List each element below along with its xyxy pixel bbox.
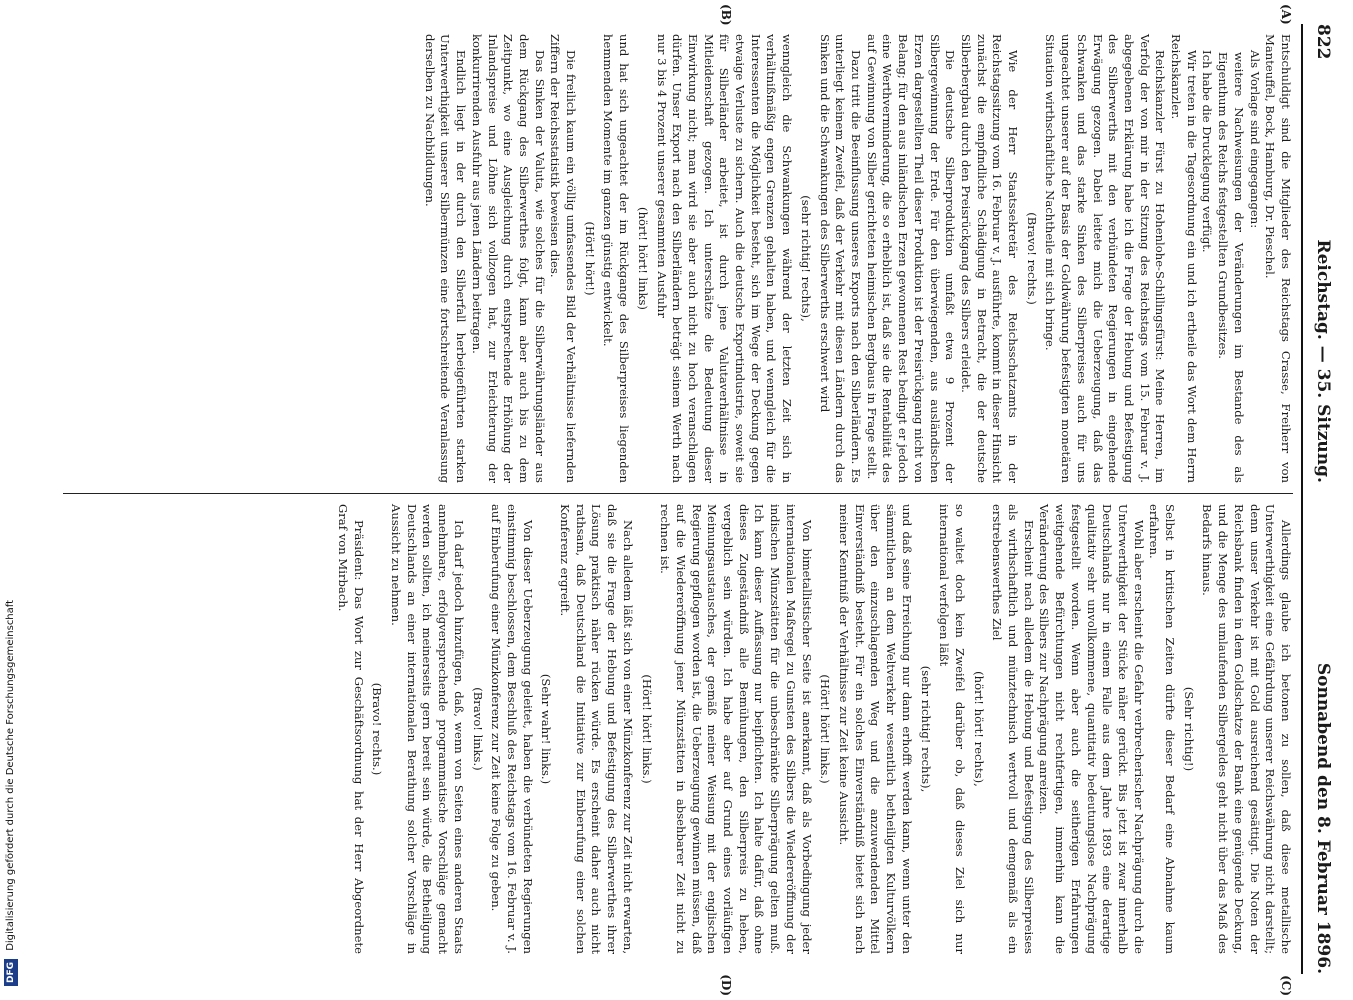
digitization-credit [0, 0, 22, 1000]
paragraph: Nach alledem läßt sich von einer Münzkonferenz zur Zeit nicht erwarten, daß sie die Frage der Hebung und Befestigung des Silberwerthes ihrer Lösung praktisch näher rücken würde. Es erscheint daher auch nicht rathsam, daß Deutschland die Initiative zur Einberufung einer solchen Konferenz ergreift. [558, 504, 635, 954]
interjection: (Bravo! rechts.) [1024, 212, 1039, 305]
interjection: (hört! hört! rechts), [971, 671, 986, 787]
margin-marker-b: (B) [719, 4, 733, 26]
paragraph: Von bimetallistischer Seite ist anerkannt, daß als Vorbedingung jeder internationalen Maßregel zu Gunsten des Silbers die Wiedereröffnung der indischen Münzstätten für die unbeschränkte Silberprägung gelten muß. Ich kann dieser Auffassung nur beipflichten. Ich halte dafür, daß ohne dieses Zugeständniß alle Bemühungen, den Silberpreis zu heben, vergeblich sein würden. Ich habe aber auf Grund eines vorläufigen Meinungsaustausches, der gemäß meiner Weisung mit der englischen Regierung gepflogen worden ist, die Ueberzeugung gewinnen müssen, daß auf die Wiedereröffnung jener Münzstätten in absehbarer Zeit nicht zu rechnen ist. [658, 504, 814, 954]
paragraph: Das Sinken der Valuta, wie solches für die Silberwährungsländer aus dem Rückgang des Silberwerthes folgt, kann aber auch bis zu dem Zeitpunkt, wo eine Ausgleichung durch entsprechende Erhöhung der Inlandspreise und Löhne sich vollzogen hat, zur Erleichterung der konkurrirenden Ausfuhr aus jenen Ländern beitragen. [469, 34, 547, 483]
interjection: (Bravo! rechts.) [370, 682, 385, 776]
paragraph: Selbst in kritischen Zeiten dürfte dieser Bedarf eine Abnahme kaum erfahren. [1147, 504, 1178, 954]
page-date: Sonnabend den 8. Februar 1896. [1313, 662, 1333, 974]
page-content [43, 4, 1333, 996]
page-header [1301, 24, 1333, 974]
left-column [63, 24, 1293, 494]
right-column [63, 494, 1293, 964]
paragraph: Die freilich kaum ein völlig umfassendes Bild der Verhältnisse liefernden Ziffern der Reichsstatistik beweisen dies. [548, 34, 579, 483]
text-columns [63, 4, 1293, 996]
paragraph: Ich darf jedoch hinzufügen, daß, wenn von Seiten eines anderen Staats annehmbare, erfolgversprechende programmatische Vorschläge gemacht werden sollten, ich meinerseits gern bereit sein würde, die Betheiligung Deutschlands an einer internationalen Berathung solcher Vorschläge in Aussicht zu nehmen. [389, 504, 466, 954]
interjection: (hört! hört! links) [635, 207, 650, 310]
margin-marker-c: (C) [1279, 975, 1293, 996]
interjection: (Hört! hört! links.) [818, 674, 833, 784]
interjection: (sehr richtig! rechts), [918, 665, 933, 793]
paragraph: Von dieser Ueberzeugung geleitet, haben die verbündeten Regierungen einstimmig beschlossen, dem Beschluß des Reichstags vom 16. Februar v. J. auf Einberufung einer Münzkonferenz zur Zeit keine Folge zu geben. [489, 504, 535, 954]
page-number: 822 [1313, 24, 1333, 60]
paragraph: Erscheint nach alledem die Hebung und Befestigung des Silberpreises als wirthschaftlich und münztechnisch wertvoll und demgemäß als ein erstrebenswerthes Ziel [990, 504, 1036, 954]
margin-marker-a: (A) [1279, 4, 1293, 25]
interjection: (Bravo! links.) [470, 687, 485, 771]
interjection: (sehr richtig! rechts), [798, 195, 813, 322]
interjection: (Sehr richtig!) [1181, 686, 1196, 772]
paragraph: Entschuldigt sind die Mitglieder des Reichstags Crasse, Freiherr von Manteuffel, Bock, Hamburg, Dr. Pieschel. [1263, 34, 1293, 483]
paragraph: Als Vorlage sind eingegangen: [1247, 50, 1262, 229]
paragraph: Die deutsche Silberproduktion umfaßt etwa 9 Prozent der Silbergewinnung der Erde. Für den überwiegenden, aus ausländischen Erzen dargestellten Theil dieser Produktion ist der Preisrückgang nicht von Belang; für den aus inländischen Erzen gewonnenen Rest bedingt er jedoch eine Werthverminderung, die so erheblich ist, daß sie die Rentabilität des auf Gewinnung von Silber gerichteten heimischen Bergbaus in Frage stellt. [864, 34, 958, 483]
paragraph: Dazu tritt die Beeinflussung unseres Exports nach den Silberländern. Es unterliegt keinem Zweifel, daß der Verkehr mit diesen Ländern durch das Sinken und die Schwankungen des Silberwerths erschwert wird [817, 34, 864, 483]
interjection: (Sehr wahr! links.) [539, 673, 554, 785]
paragraph: Reichskanzler Fürst zu Hohenlohe-Schillingsfürst: Meine Herren, im Verfolg der von mir in der Sitzung des Reichstags vom 15. Februar v. J. abgegebenen Erklärung habe ich die Frage der Hebung und Befestigung des Silberwerths mit den verbündeten Regierungen in eingehende Erwägung gezogen. Dabei leitete mich die Ueberzeugung, daß das Schwanken und das starke Sinken des Silberpreises auch für uns ungeachtet unserer auf der Basis der Goldwährung befestigten monetären Situation wirthschaftliche Nachtheile mit sich bringe. [1043, 34, 1168, 483]
paragraph: Wohl aber erscheint die Gefahr verbrecherischer Nachprägung durch die Unterwerthigkeit der Stücke näher gerückt. Bis jetzt ist zwar innerhalb Deutschlands nur in einem Falle aus dem Jahre 1893 eine derartige qualitativ sehr unvollkommene, quantitativ bedeutungslose Nachprägung festgestellt worden. Wenn aber auch die seitherigen Erfahrungen weitgehende Befürchtungen nicht rechtfertigen, immerhin kann die Veränderung des Silbers zur Nachprägung anreizen. [1037, 504, 1146, 954]
paragraph: weitere Nachweisungen der Veränderungen im Bestande des als Eigenthum des Reichs festgestellten Grundbesitzes. [1216, 52, 1246, 483]
paragraph: Ich habe die Drucklegung verfügt. [1200, 50, 1215, 253]
paragraph: Allerdings glaube ich betonen zu sollen, daß diese metallische Unterwerthigkeit eine Gefährdung unserer Reichswährung nicht darstellt; denn unser Verkehr ist mit Gold ausreichend gesättigt. Die Noten der Reichsbank finden in dem Goldschatze der Bank eine genügende Deckung, und die Menge des umlaufenden Silbergeldes geht nicht über das Maß des Bedarfs hinaus. [1200, 504, 1293, 954]
paragraph: Präsident: Das Wort zur Geschäftsordnung hat der Herr Abgeordnete Graf von Mirbach. [335, 504, 366, 954]
paragraph: Wie der Herr Staatssekretär des Reichsschatzamts in der Reichstagssitzung vom 16. Februar v. J. ausführte, kommt in dieser Hinsicht zunächst die empfindliche Schädigung in Betracht, die der deutsche Silberbergbau durch den Preisrückgang des Silbers erleidet. [958, 34, 1021, 483]
interjection: (Hört! hört!) [582, 221, 597, 296]
interjection: (Hört! hört! links.) [639, 674, 654, 784]
paragraph: so waltet doch kein Zweifel darüber ob, daß dieses Ziel sich nur international verfolgen läßt [937, 504, 967, 954]
paragraph: und hat sich ungeachtet der im Rückgange des Silberpreises liegenden hemmenden Momente im ganzen günstig entwickelt. [601, 34, 632, 483]
page-title: Reichstag. — 35. Sitzung. [1313, 239, 1333, 483]
paragraph: und daß seine Erreichung nur dann erhofft werden kann, wenn unter den sämmtlichen an dem Weltverkehr wesentlich betheiligten Kulturvölkern über den einzuschlagenden Weg und die anzuwendenden Mittel Einverständniß besteht. Für ein solches Einverständniß bietet sich nach meiner Kenntniß der Verhältnisse zur Zeit keine Aussicht. [837, 504, 914, 954]
paragraph: Wir treten in die Tagesordnung ein und ich ertheile das Wort dem Herrn Reichskanzler. [1169, 34, 1199, 483]
paragraph: wenngleich die Schwankungen während der letzten Zeit sich in verhältnißmäßig engen Grenzen gehalten haben, und wenngleich für die Interessenten die Möglichkeit besteht, sich im Wege der Deckung gegen etwaige Verluste zu sichern. Auch die deutsche Exportindustrie, soweit sie für Silberländer arbeitet, ist durch jene Valutaverhältnisse in Mitleidenschaft gezogen. Ich unterschätze die Bedeutung dieser Einwirkung nicht; man wird sie aber auch nicht zu hoch veranschlagen dürfen. Unser Export nach den Silberländern beträgt seinem Werth nach nur 3 bis 4 Prozent unserer gesammten Ausfuhr [654, 34, 795, 483]
paragraph: Endlich liegt in der durch den Silberfall herbeigeführten starken Unterwerthigkeit unserer Silbermünzen eine fortschreitende Veranlassung derselben zu Nachbildungen. [422, 34, 469, 483]
credit-text: Digitalisierung gefördert durch die Deutsche Forschungsgemeinschaft [5, 599, 16, 951]
dfg-logo: DFG [4, 959, 18, 986]
margin-marker-d: (D) [719, 974, 733, 996]
